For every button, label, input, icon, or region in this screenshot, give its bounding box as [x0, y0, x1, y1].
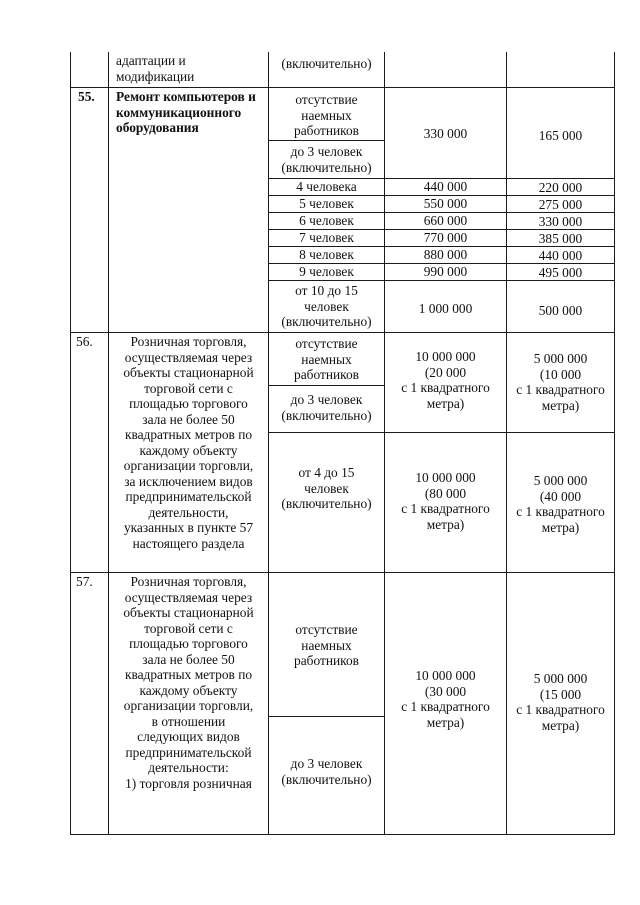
row-56-amount-b2: 5 000 000 (40 000 с 1 квадратного метра) [516, 473, 605, 535]
row-57-activity: Розничная торговля, осуществляемая через объекты стационарной торговой сети с площадью торгового зала не более 50 квадратных метров по каждому объекту организации торговли, в отношении следующих видов предпринимательской деятельности: 1) торговля розничная [123, 574, 254, 791]
row-57-amount-b: 5 000 000 (15 000 с 1 квадратного метра) [516, 671, 605, 733]
grade-staff: 6 человек [299, 213, 354, 228]
grade-amount-b: 440 000 [538, 248, 583, 263]
row-57-number: 57. [76, 574, 93, 589]
row-56-staff-none: отсутствие наемных работников [294, 336, 359, 382]
grade-amount-a: 660 000 [423, 213, 468, 228]
grade-amount-a: 550 000 [423, 196, 468, 211]
row-57-staff-none: отсутствие наемных работников [294, 622, 359, 668]
row-55-number: 55. [78, 89, 95, 104]
grade-staff: 9 человек [299, 264, 354, 279]
row-56-amount-a2: 10 000 000 (80 000 с 1 квадратного метра) [401, 470, 490, 532]
grade-amount-b: 385 000 [538, 231, 583, 246]
grade-staff: 5 человек [299, 196, 354, 211]
row-55-amount-10-15-b: 500 000 [538, 303, 583, 318]
row-56-staff-3: до 3 человек (включительно) [281, 392, 372, 423]
row-55-amount-a: 330 000 [423, 126, 468, 141]
row-55-staff-10-15: от 10 до 15 человек (включительно) [281, 283, 372, 329]
row-56-staff-4-15: от 4 до 15 человек (включительно) [281, 465, 372, 511]
row-57-amount-a: 10 000 000 (30 000 с 1 квадратного метра) [401, 668, 490, 730]
grade-staff: 8 человек [299, 247, 354, 262]
grade-staff: 7 человек [299, 230, 354, 245]
row-56-amount-b1: 5 000 000 (10 000 с 1 квадратного метра) [516, 351, 605, 413]
row-55-activity: Ремонт компьютеров и коммуникационного оборудования [116, 89, 256, 135]
grade-amount-b: 330 000 [538, 214, 583, 229]
row-54-staff: (включительно) [281, 56, 372, 71]
grade-amount-b: 220 000 [538, 180, 583, 195]
grade-amount-b: 275 000 [538, 197, 583, 212]
row-56-activity: Розничная торговля, осуществляемая через объекты стационарной торговой сети с площадью торгового зала не более 50 квадратных метров по каждому объекту организации торговли, за исключением видов предпринимательской деятельности, указанных в пункте 57 настоящего раздела [123, 334, 254, 551]
grade-amount-a: 880 000 [423, 247, 468, 262]
row-55-amount-b: 165 000 [538, 128, 583, 143]
row-55-amount-10-15-a: 1 000 000 [418, 301, 473, 316]
row-54-activity: адаптации и модификации [116, 53, 195, 84]
grade-amount-a: 990 000 [423, 264, 468, 279]
grade-amount-a: 770 000 [423, 230, 468, 245]
grade-staff: 4 человека [296, 179, 357, 194]
row-55-staff-3: до 3 человек (включительно) [281, 144, 372, 175]
row-56-amount-a1: 10 000 000 (20 000 с 1 квадратного метра) [401, 349, 490, 411]
grade-amount-b: 495 000 [538, 265, 583, 280]
row-55-staff-none: отсутствие наемных работников [294, 92, 359, 138]
row-56-number: 56. [76, 334, 93, 349]
row-57-staff-3: до 3 человек (включительно) [281, 756, 372, 787]
grade-amount-a: 440 000 [423, 179, 468, 194]
